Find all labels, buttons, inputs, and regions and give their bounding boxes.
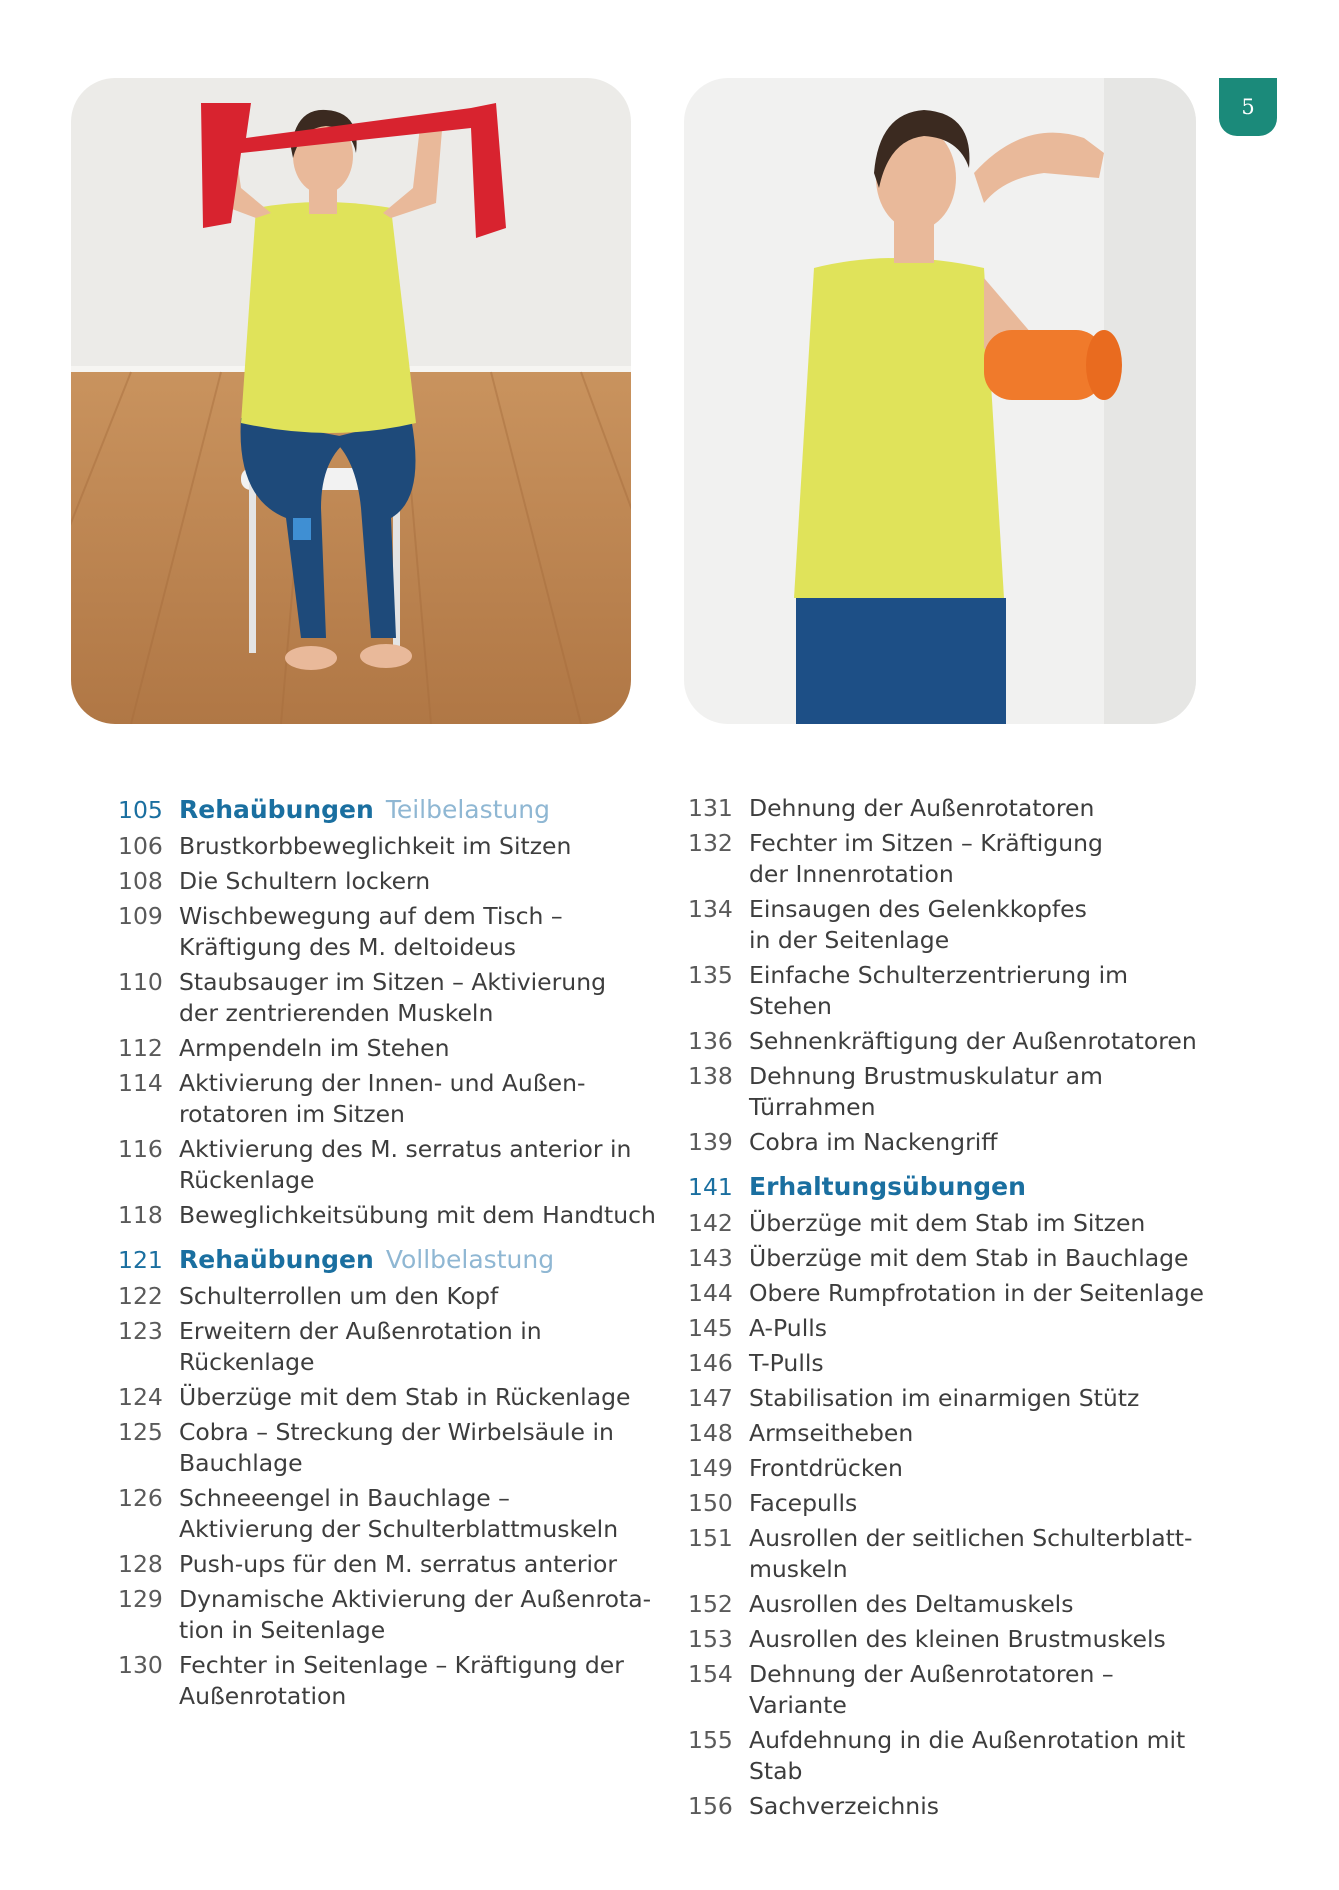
toc-entry-line: Ausrollen des Deltamuskels	[749, 1590, 1074, 1618]
toc-page-number: 154	[688, 1660, 733, 1688]
toc-entry	[688, 1488, 1208, 1519]
toc-page-number: 105	[118, 796, 163, 824]
toc-page-number: 106	[118, 832, 163, 860]
toc-section-heading	[688, 1170, 1208, 1204]
toc-page-number: 144	[688, 1279, 733, 1307]
toc-page-number: 156	[688, 1792, 733, 1820]
toc-entry	[688, 1243, 1208, 1274]
toc-page-number: 146	[688, 1349, 733, 1377]
toc-entry-line: Aktivierung der Innen- und Außen-	[179, 1069, 586, 1097]
toc-page-number: 153	[688, 1625, 733, 1653]
toc-entry-line: in der Seitenlage	[749, 926, 950, 954]
toc-entry	[688, 1061, 1208, 1123]
toc-page-number: 131	[688, 794, 733, 822]
toc-entry	[118, 1200, 658, 1231]
toc-entry	[688, 1523, 1208, 1585]
toc-entry-line: Einfache Schulterzentrierung im Stehen	[749, 961, 1128, 1020]
toc-entry-line: Obere Rumpfrotation in der Seitenlage	[749, 1279, 1204, 1307]
toc-page-number: 149	[688, 1454, 733, 1482]
toc-entry-line: Überzüge mit dem Stab im Sitzen	[749, 1209, 1146, 1237]
toc-section-title: Erhaltungsübungen	[749, 1172, 1026, 1201]
toc-entry	[688, 1313, 1208, 1344]
toc-section-title: Rehaübungen	[179, 1245, 374, 1274]
toc-entry-line: Frontdrücken	[749, 1454, 903, 1482]
toc-page-number: 110	[118, 968, 163, 996]
toc-entry-line: Ausrollen des kleinen Brustmuskels	[749, 1625, 1166, 1653]
toc-page-number: 109	[118, 902, 163, 930]
toc-entry-line: Kräftigung des M. deltoideus	[179, 933, 517, 961]
toc-entry-line: Push-ups für den M. serratus anterior	[179, 1550, 618, 1578]
toc-entry	[688, 894, 1208, 956]
toc-page-number: 134	[688, 895, 733, 923]
toc-page-number: 142	[688, 1209, 733, 1237]
toc-page-number: 147	[688, 1384, 733, 1412]
toc-entry	[118, 967, 658, 1029]
toc-entry-line: Staubsauger im Sitzen – Aktivierung	[179, 968, 607, 996]
toc-page-number: 136	[688, 1027, 733, 1055]
toc-page-number: 152	[688, 1590, 733, 1618]
photo-wall-roller-exercise	[684, 78, 1196, 724]
toc-entry-line: Erweitern der Außenrotation in	[179, 1317, 542, 1345]
toc-page-number: 128	[118, 1550, 163, 1578]
toc-entry	[118, 1134, 658, 1196]
toc-section-subtitle: Teilbelastung	[385, 795, 551, 824]
toc-entry	[688, 1659, 1208, 1721]
toc-page-number: 155	[688, 1726, 733, 1754]
toc-section-subtitle: Vollbelastung	[385, 1245, 555, 1274]
toc-section-heading	[118, 793, 658, 827]
toc-page-number: 124	[118, 1383, 163, 1411]
photo-seated-band-exercise	[71, 78, 631, 724]
toc-entry-line: Cobra – Streckung der Wirbelsäule in	[179, 1418, 614, 1446]
toc-entry-line: tion in Seitenlage	[179, 1616, 386, 1644]
toc-entry-line: Fechter in Seitenlage – Kräftigung der	[179, 1651, 624, 1679]
toc-entry-line: Armseitheben	[749, 1419, 914, 1447]
toc-page-number: 139	[688, 1128, 733, 1156]
toc-entry-line: Stab	[749, 1757, 803, 1785]
toc-entry	[118, 1281, 658, 1312]
toc-page-number: 138	[688, 1062, 733, 1090]
toc-page-number: 151	[688, 1524, 733, 1552]
toc-page-number: 116	[118, 1135, 163, 1163]
toc-entry	[118, 1417, 658, 1479]
toc-entry-line: Sachverzeichnis	[749, 1792, 939, 1820]
toc-right-column	[688, 793, 1208, 1826]
toc-entry	[688, 1418, 1208, 1449]
toc-page-number: 123	[118, 1317, 163, 1345]
toc-entry-line: der Innenrotation	[749, 860, 954, 888]
toc-entry-line: Fechter im Sitzen – Kräftigung	[749, 829, 1103, 857]
toc-section-title: Rehaübungen	[179, 795, 374, 824]
toc-entry-line: Überzüge mit dem Stab in Bauchlage	[749, 1244, 1189, 1272]
toc-entry-line: rotatoren im Sitzen	[179, 1100, 405, 1128]
toc-entry-line: Die Schultern lockern	[179, 867, 431, 895]
toc-entry-line: Aufdehnung in die Außenrotation mit	[749, 1726, 1186, 1754]
toc-entry	[688, 1725, 1208, 1787]
toc-page-number: 129	[118, 1585, 163, 1613]
toc-entry-line: Aktivierung des M. serratus anterior in	[179, 1135, 632, 1163]
toc-page-number: 126	[118, 1484, 163, 1512]
toc-entry-line: Dehnung der Außenrotatoren	[749, 794, 1095, 822]
toc-entry-line: Beweglichkeitsübung mit dem Handtuch	[179, 1201, 656, 1229]
toc-page-number: 121	[118, 1246, 163, 1274]
toc-entry-line: Ausrollen der seitlichen Schulterblatt-	[749, 1524, 1193, 1552]
page-number: 5	[1219, 78, 1277, 136]
toc-entry	[688, 1453, 1208, 1484]
toc-entry-line: Schulterrollen um den Kopf	[179, 1282, 499, 1310]
toc-entry	[688, 1589, 1208, 1620]
toc-page-number: 143	[688, 1244, 733, 1272]
toc-entry	[688, 1278, 1208, 1309]
toc-entry-line: Sehnenkräftigung der Außenrotatoren	[749, 1027, 1197, 1055]
toc-page-number: 150	[688, 1489, 733, 1517]
toc-entry-line: Stabilisation im einarmigen Stütz	[749, 1384, 1140, 1412]
toc-entry	[688, 1383, 1208, 1414]
toc-entry	[118, 866, 658, 897]
toc-entry	[118, 1483, 658, 1545]
toc-entry-line: der zentrierenden Muskeln	[179, 999, 494, 1027]
toc-page-number: 148	[688, 1419, 733, 1447]
toc-page-number: 125	[118, 1418, 163, 1446]
toc-entry-line: Aktivierung der Schulterblattmuskeln	[179, 1515, 619, 1543]
toc-entry-line: Einsaugen des Gelenkkopfes	[749, 895, 1087, 923]
toc-entry-line: Rückenlage	[179, 1348, 315, 1376]
toc-entry	[118, 901, 658, 963]
toc-page-number: 135	[688, 961, 733, 989]
toc-entry	[688, 1208, 1208, 1239]
toc-page-number: 145	[688, 1314, 733, 1342]
toc-entry-line: Cobra im Nackengriff	[749, 1128, 998, 1156]
toc-page-number: 132	[688, 829, 733, 857]
toc-entry-line: Schneeengel in Bauchlage –	[179, 1484, 510, 1512]
toc-entry	[118, 1316, 658, 1378]
toc-entry-line: T-Pulls	[749, 1349, 824, 1377]
toc-entry-line: Rückenlage	[179, 1166, 315, 1194]
toc-entry-line: A-Pulls	[749, 1314, 827, 1342]
toc-entry	[118, 1033, 658, 1064]
toc-entry-line: Dynamische Aktivierung der Außenrota-	[179, 1585, 652, 1613]
toc-entry	[688, 828, 1208, 890]
toc-entry	[118, 1382, 658, 1413]
toc-entry	[688, 793, 1208, 824]
toc-left-column	[118, 793, 658, 1716]
toc-page-number: 122	[118, 1282, 163, 1310]
toc-entry	[688, 1348, 1208, 1379]
toc-page-number: 114	[118, 1069, 163, 1097]
toc-entry-line: Dehnung Brustmuskulatur am	[749, 1062, 1103, 1090]
toc-entry	[118, 1584, 658, 1646]
toc-page-number: 118	[118, 1201, 163, 1229]
toc-entry	[688, 1127, 1208, 1158]
toc-page-number: 108	[118, 867, 163, 895]
toc-entry	[118, 831, 658, 862]
toc-entry-line: Brustkorbbeweglichkeit im Sitzen	[179, 832, 572, 860]
toc-entry	[688, 1791, 1208, 1822]
toc-entry-line: Dehnung der Außenrotatoren – Variante	[749, 1660, 1114, 1719]
toc-entry-line: Wischbewegung auf dem Tisch –	[179, 902, 563, 930]
toc-entry	[688, 960, 1208, 1022]
toc-entry-line: Überzüge mit dem Stab in Rückenlage	[179, 1383, 631, 1411]
toc-entry-line: Türrahmen	[749, 1093, 876, 1121]
toc-page-number: 112	[118, 1034, 163, 1062]
toc-entry-line: Facepulls	[749, 1489, 858, 1517]
toc-entry-line: Armpendeln im Stehen	[179, 1034, 450, 1062]
toc-entry-line: Bauchlage	[179, 1449, 303, 1477]
toc-section-heading	[118, 1243, 658, 1277]
toc-entry	[118, 1068, 658, 1130]
toc-entry-line: muskeln	[749, 1555, 848, 1583]
toc-entry	[688, 1624, 1208, 1655]
toc-entry	[118, 1549, 658, 1580]
toc-entry-line: Außenrotation	[179, 1682, 347, 1710]
toc-page-number: 141	[688, 1173, 733, 1201]
toc-entry	[688, 1026, 1208, 1057]
toc-page-number: 130	[118, 1651, 163, 1679]
toc-entry	[118, 1650, 658, 1712]
